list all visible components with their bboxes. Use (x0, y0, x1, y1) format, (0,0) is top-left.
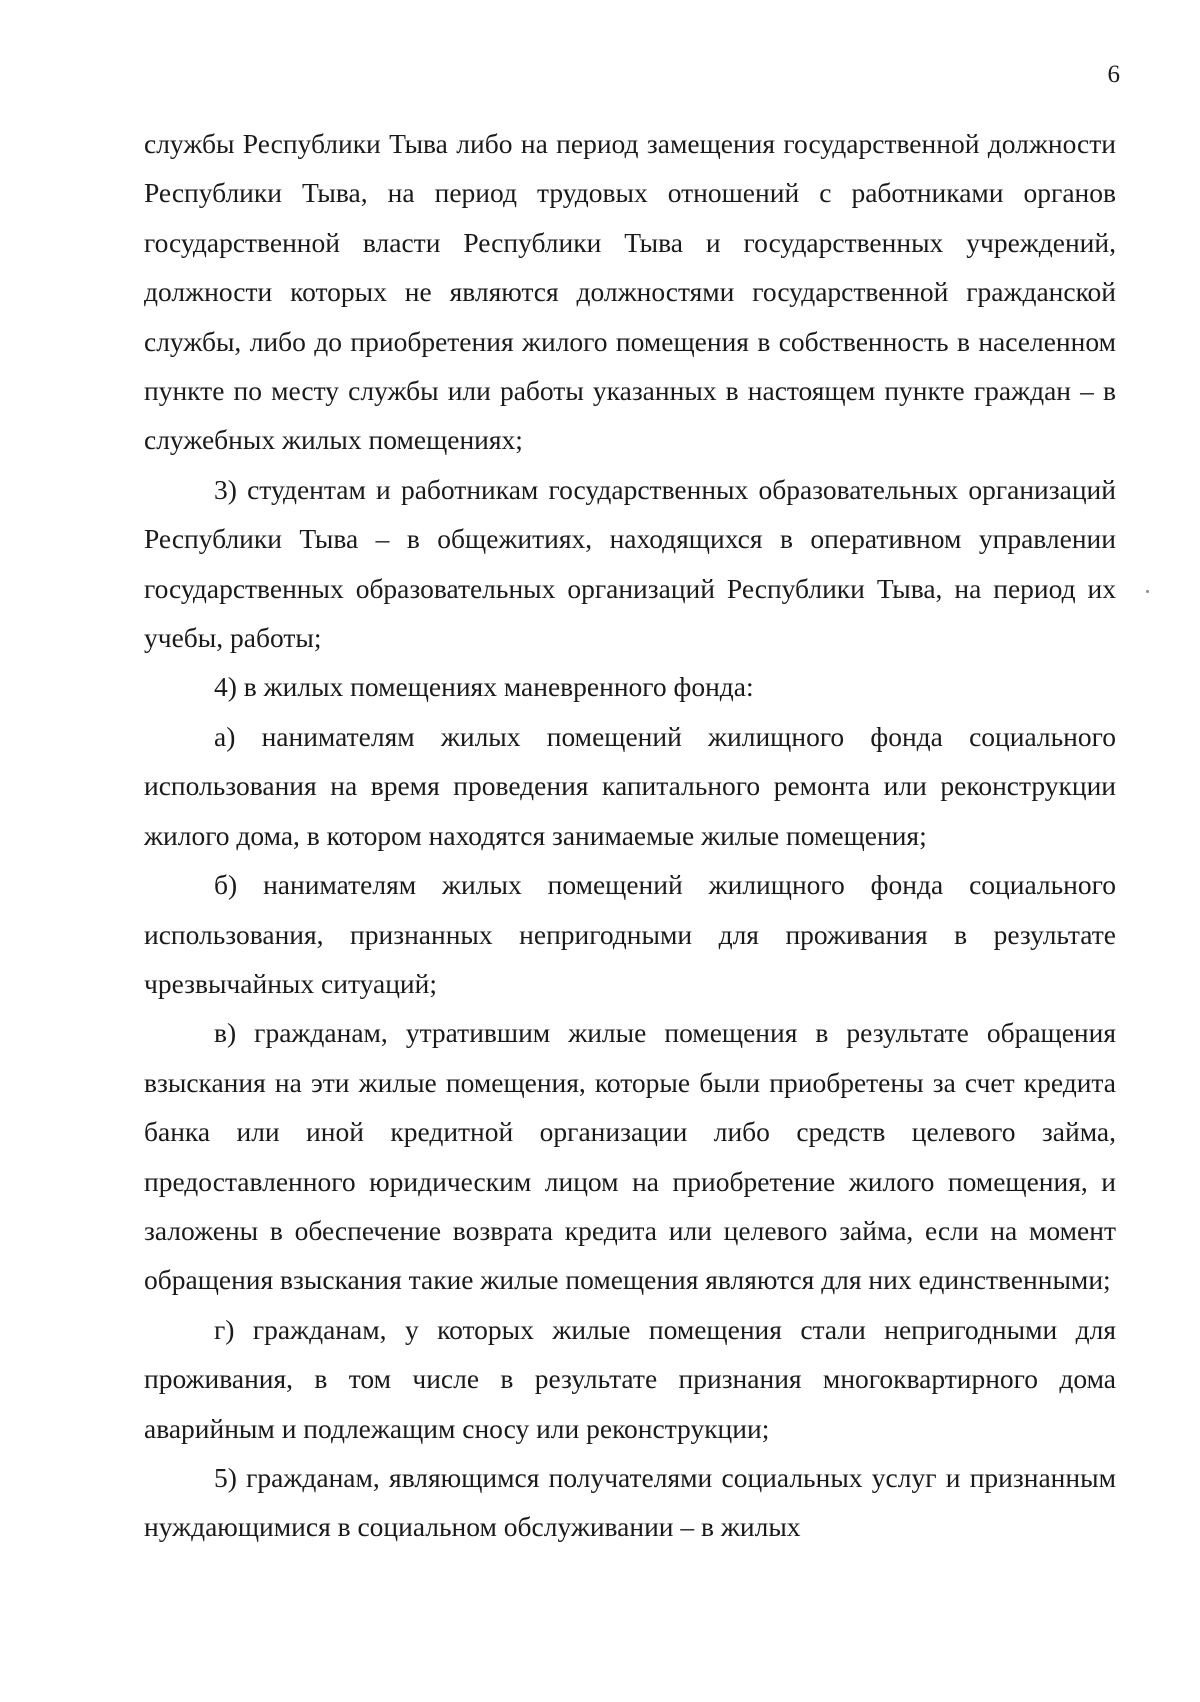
paragraph-item-4v: в) гражданам, утратившим жилые помещения в результате обращения взыскания на эти жилые помещения, которые были приобретены за счет кредита банка или иной кредитной организации либо средств целевого займа, предоставленного юридическим лицом на приобретение жилого помещения, и заложены в обеспечение возврата кредита или целевого займа, если на момент обращения взыскания такие жилые помещения являются для них единственными; (144, 1017, 1116, 1296)
scan-speck (1146, 590, 1149, 593)
document-body (144, 119, 1116, 1552)
paragraph-item-4g: г) гражданам, у которых жилые помещения стали непригодными для проживания, в том числе в результате признания многоквартирного дома аварийным и подлежащим сносу или реконструкции; (144, 1313, 1116, 1444)
page-number: 6 (1107, 61, 1120, 88)
paragraph-item-3: 3) студентам и работникам государственных образовательных организаций Республики Тыва – в общежитиях, находящихся в оперативном управлении государственных образовательных организаций Республики Тыва, на период их учебы, работы; (144, 473, 1116, 654)
paragraph-item-4: 4) в жилых помещениях маневренного фонда: (214, 671, 754, 703)
paragraph-item-4a: а) нанимателям жилых помещений жилищного фонда социального использования на время проведения капитального ремонта или реконструкции жилого дома, в котором находятся занимаемые жилые помещения; (144, 720, 1116, 851)
paragraph-item-4b: б) нанимателям жилых помещений жилищного фонда социального использования, признанных непригодными для проживания в результате чрезвычайных ситуаций; (144, 869, 1116, 999)
paragraph-continued: службы Республики Тыва либо на период замещения государственной должности Республики Тыва, на период трудовых отношений с работниками органов государственной власти Республики Тыва и государственных учреждений, должности которых не являются должностями государственной гражданской службы, либо до приобретения жилого помещения в собственность в населенном пункте по месту службы или работы указанных в настоящем пункте граждан – в служебных жилых помещениях; (144, 128, 1116, 456)
paragraph-item-5: 5) гражданам, являющимся получателями социальных услуг и признанным нуждающимися в социальном обслуживании – в жилых (144, 1461, 1116, 1543)
